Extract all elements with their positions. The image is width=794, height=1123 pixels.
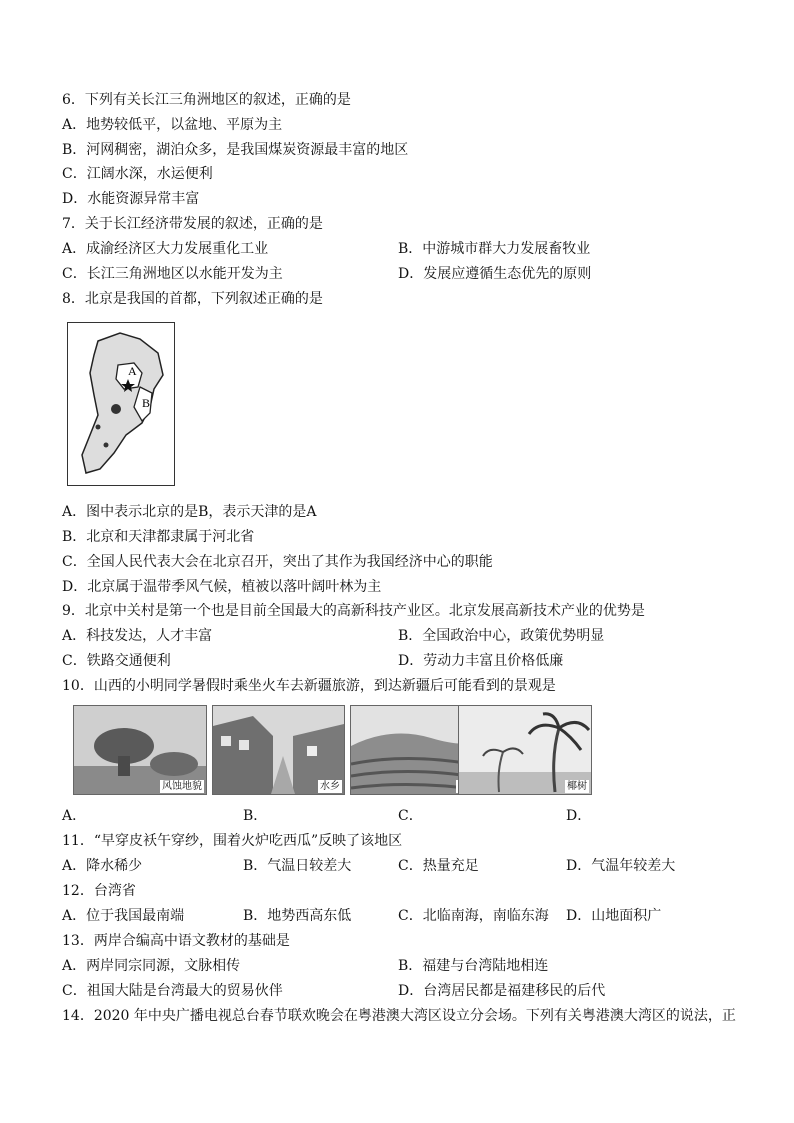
map-figure [68,323,174,485]
q12-stem: 12．台湾省 [62,883,136,899]
q8-option-a: A．图中表示北京的是B，表示天津的是A [62,504,317,520]
q9-option-d: D．劳动力丰富且价格低廉 [398,653,564,669]
q9-stem: 9．北京中关村是第一个也是目前全国最大的高新科技产业区。北京发展高新技术产业的优势是 [62,603,645,619]
beijing-tianjin-map [67,322,175,486]
q10-option-c: C． [398,808,423,824]
q8-stem: 8．北京是我国的首都，下列叙述正确的是 [62,291,323,307]
city-dot-icon [96,425,101,430]
city-dot-icon [111,404,121,414]
q13-option-a: A．两岸同宗同源，文脉相传 [62,958,241,974]
q6-option-a: A．地势较低平，以盆地、平原为主 [62,117,283,133]
q13-option-d: D．台湾居民都是福建移民的后代 [398,983,606,999]
q11-option-c: C．热量充足 [398,858,479,874]
q10-option-d: D． [566,808,592,824]
q13-stem: 13．两岸合编高中语文教材的基础是 [62,933,290,949]
q7-option-b: B．中游城市群大力发展畜牧业 [398,241,591,257]
q12-option-b: B．地势西高东低 [243,908,352,924]
map-label-a: A [128,364,137,378]
city-dot-icon [104,443,109,448]
q10-stem: 10．山西的小明同学暑假时乘坐火车去新疆旅游，到达新疆后可能看到的景观是 [62,678,556,694]
q11-option-d: D．气温年较差大 [566,858,676,874]
q7-stem: 7．关于长江经济带发展的叙述，正确的是 [62,216,323,232]
photo-caption: 风蚀地貌 [162,781,202,792]
photo-caption: 椰树 [567,781,587,792]
q12-option-d: D．山地面积广 [566,908,662,924]
q8-option-c: C．全国人民代表大会在北京召开，突出了其作为我国经济中心的职能 [62,554,493,570]
map-label-b: B [142,396,151,410]
photo-caption: 水乡 [320,781,340,792]
q8-option-b: B．北京和天津都隶属于河北省 [62,529,255,545]
q13-option-b: B．福建与台湾陆地相连 [398,958,549,974]
q10-option-b: B． [243,808,268,824]
q12-option-c: C．北临南海，南临东海 [398,908,549,924]
q7-option-d: D．发展应遵循生态优先的原则 [398,266,592,282]
q10-option-a: A． [62,808,87,824]
q12-option-a: A．位于我国最南端 [62,908,185,924]
q8-option-d: D．北京属于温带季风气候，植被以落叶阔叶林为主 [62,579,382,595]
photo-wind-erosion [73,705,207,795]
q7-option-c: C．长江三角洲地区以水能开发为主 [62,266,283,282]
q14-stem: 14．2020 年中央广播电视总台春节联欢晚会在粤港澳大湾区设立分会场。下列有关粤港澳大湾区的说法，正 [62,1008,736,1024]
q6-option-b: B．河网稠密，湖泊众多，是我国煤炭资源最丰富的地区 [62,142,409,158]
q6-stem: 6．下列有关长江三角洲地区的叙述，正确的是 [62,92,351,108]
q9-option-c: C．铁路交通便利 [62,653,171,669]
q11-option-a: A．降水稀少 [62,858,143,874]
photo-water-town [212,705,345,795]
q6-option-c: C．江阔水深，水运便利 [62,166,213,182]
q11-stem: 11．“早穿皮袄午穿纱，围着火炉吃西瓜”反映了该地区 [62,833,403,849]
q13-option-c: C．祖国大陆是台湾最大的贸易伙伴 [62,983,283,999]
q9-option-a: A．科技发达，人才丰富 [62,628,213,644]
q6-option-d: D．水能资源异常丰富 [62,191,200,207]
q11-option-b: B．气温日较差大 [243,858,352,874]
q9-option-b: B．全国政治中心，政策优势明显 [398,628,605,644]
q7-option-a: A．成渝经济区大力发展重化工业 [62,241,269,257]
photo-coconut-trees [458,705,592,795]
